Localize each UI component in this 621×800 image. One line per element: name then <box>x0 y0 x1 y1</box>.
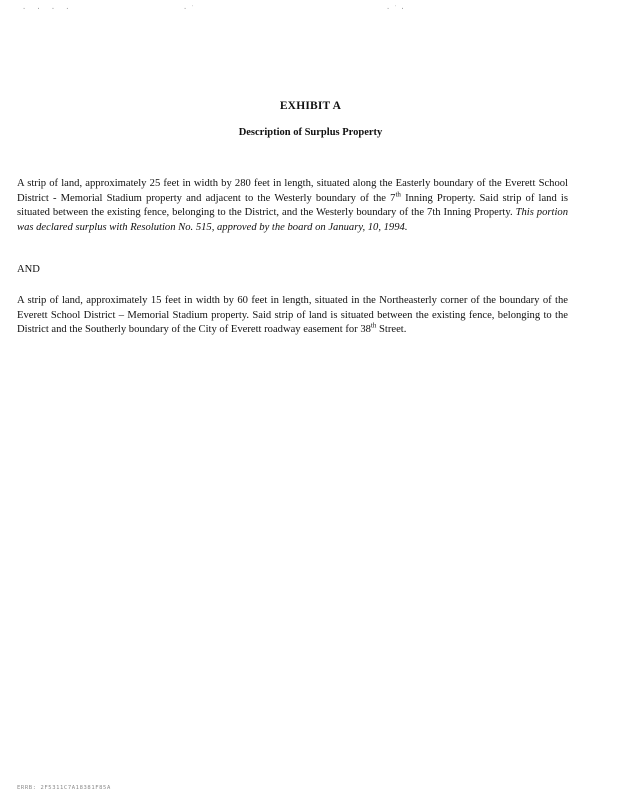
and-separator: AND <box>17 264 40 275</box>
paragraph-1-resolution-note: This portion was declared surplus with Resolution No. 515, approved by the board on January, 10, 1994. <box>17 207 568 233</box>
paragraph-1-superscript: th <box>395 190 401 199</box>
scan-mark-middle: ·˙ <box>183 5 198 13</box>
scan-mark-left: · · · · <box>22 5 73 13</box>
property-description-paragraph-1 <box>17 177 568 235</box>
exhibit-subtitle: Description of Surplus Property <box>238 127 383 138</box>
paragraph-2-text-a: A strip of land, approximately 15 feet in width by 60 feet in length, situated in the Northeasterly corner of the boundary of the Everett School District – Memorial Stadium property. Said strip of land is situated between the existing fence, belonging to the District and the Southerly boundary of the City of Everett roadway easement for 38 <box>17 295 568 336</box>
exhibit-title: EXHIBIT A <box>279 100 342 112</box>
property-description-paragraph-2 <box>17 294 568 338</box>
paragraph-2-superscript: th <box>370 321 377 330</box>
footer-document-code: ERRB: 2F5311C7A18381F85A <box>17 785 111 791</box>
paragraph-1-text-b: Inning Property. Said strip of land is situated between the existing fence, belonging to the District, and the Westerly boundary of the 7th Inning Property. <box>17 192 568 219</box>
scan-mark-right: ·˙· <box>386 5 408 13</box>
paragraph-1-text-a: A strip of land, approximately 25 feet in width by 280 feet in length, situated along the Easterly boundary of the Everett School District - Memorial Stadium property and adjacent to the Westerly boundary of the 7 <box>17 178 568 204</box>
paragraph-2-text-b: Street. <box>376 324 407 336</box>
